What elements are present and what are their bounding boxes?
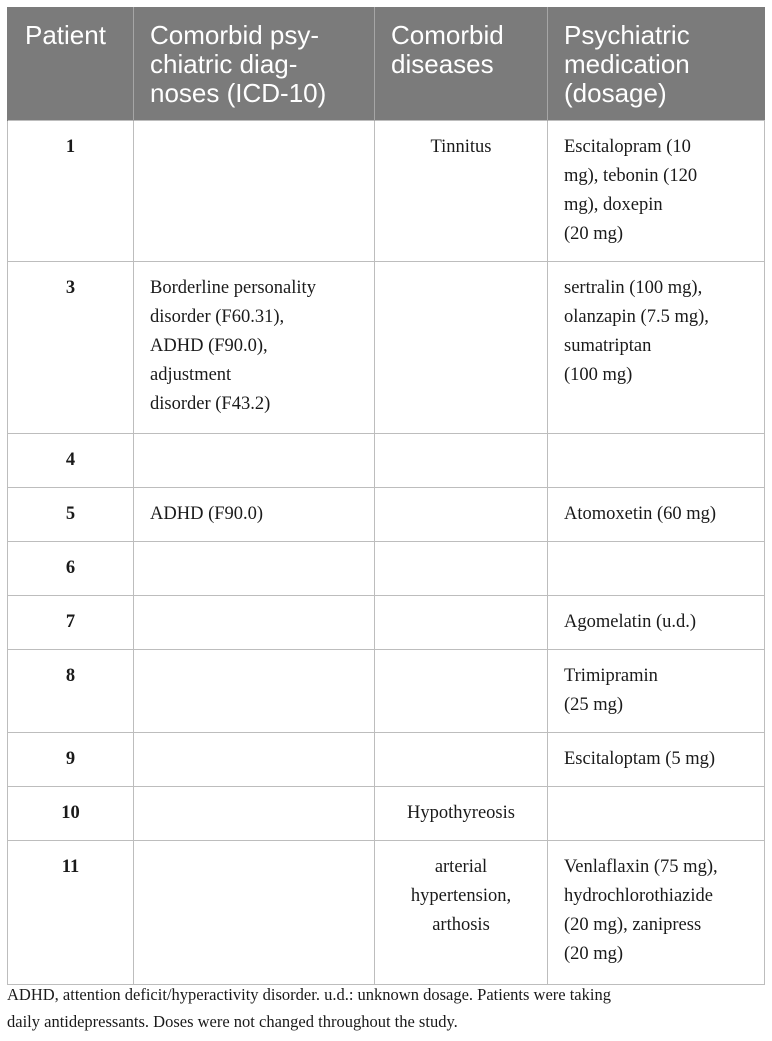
medication-cell: Venlaflaxin (75 mg), hydrochlorothiazide (20 mg), zanipress (20 mg) [548,841,765,985]
diseases-cell [375,488,548,542]
table-row [8,841,765,985]
footnote-text: ADHD, attention deficit/hyperactivity disorder. u.d.: unknown dosage. Patients were taking daily antidepressants. Doses were not changed throughout the study. [7,985,611,1031]
medication-cell: Escitaloptam (5 mg) [548,733,765,787]
patient-cell: 6 [8,542,134,596]
diseases-cell: Hypothyreosis [375,787,548,841]
medication-cell: sertralin (100 mg), olanzapin (7.5 mg), sumatriptan (100 mg) [548,262,765,434]
table-row [8,488,765,542]
medication-cell: Trimipramin (25 mg) [548,650,765,733]
table-body [8,121,765,985]
header-psychiatric-medication: Psychiatric medication (dosage) [548,7,765,121]
diagnoses-cell [134,542,375,596]
header-row [8,7,765,121]
medication-cell: Escitalopram (10 mg), tebonin (120 mg), doxepin (20 mg) [548,121,765,262]
table-row [8,787,765,841]
patient-cell: 3 [8,262,134,434]
table-header [8,7,765,121]
diagnoses-cell [134,841,375,985]
diagnoses-cell [134,596,375,650]
table-row [8,650,765,733]
table-row [8,262,765,434]
diseases-cell [375,434,548,488]
diagnoses-cell [134,787,375,841]
patient-table [7,7,765,985]
patient-cell: 11 [8,841,134,985]
diagnoses-cell [134,650,375,733]
patient-cell: 10 [8,787,134,841]
medication-cell [548,434,765,488]
patient-cell: 7 [8,596,134,650]
table-row [8,434,765,488]
patient-cell: 8 [8,650,134,733]
medication-cell: Agomelatin (u.d.) [548,596,765,650]
table-container [7,7,764,985]
medication-cell: Atomoxetin (60 mg) [548,488,765,542]
table-row [8,542,765,596]
diseases-cell: arterial hypertension, arthosis [375,841,548,985]
diseases-cell [375,542,548,596]
patient-cell: 9 [8,733,134,787]
diagnoses-cell: ADHD (F90.0) [134,488,375,542]
header-patient: Patient [8,7,134,121]
table-row [8,596,765,650]
patient-cell: 4 [8,434,134,488]
diagnoses-cell [134,434,375,488]
table-row [8,733,765,787]
table-footnote [7,981,764,1035]
patient-cell: 5 [8,488,134,542]
medication-cell [548,787,765,841]
diagnoses-cell [134,733,375,787]
patient-cell: 1 [8,121,134,262]
header-comorbid-diseases: Comorbid diseases [375,7,548,121]
diseases-cell [375,596,548,650]
diagnoses-cell: Borderline personality disorder (F60.31), ADHD (F90.0), adjustment disorder (F43.2) [134,262,375,434]
diseases-cell [375,262,548,434]
diagnoses-cell [134,121,375,262]
medication-cell [548,542,765,596]
diseases-cell [375,733,548,787]
header-psychiatric-diagnoses: Comorbid psy- chiatric diag- noses (ICD-10) [134,7,375,121]
table-row [8,121,765,262]
diseases-cell: Tinnitus [375,121,548,262]
diseases-cell [375,650,548,733]
